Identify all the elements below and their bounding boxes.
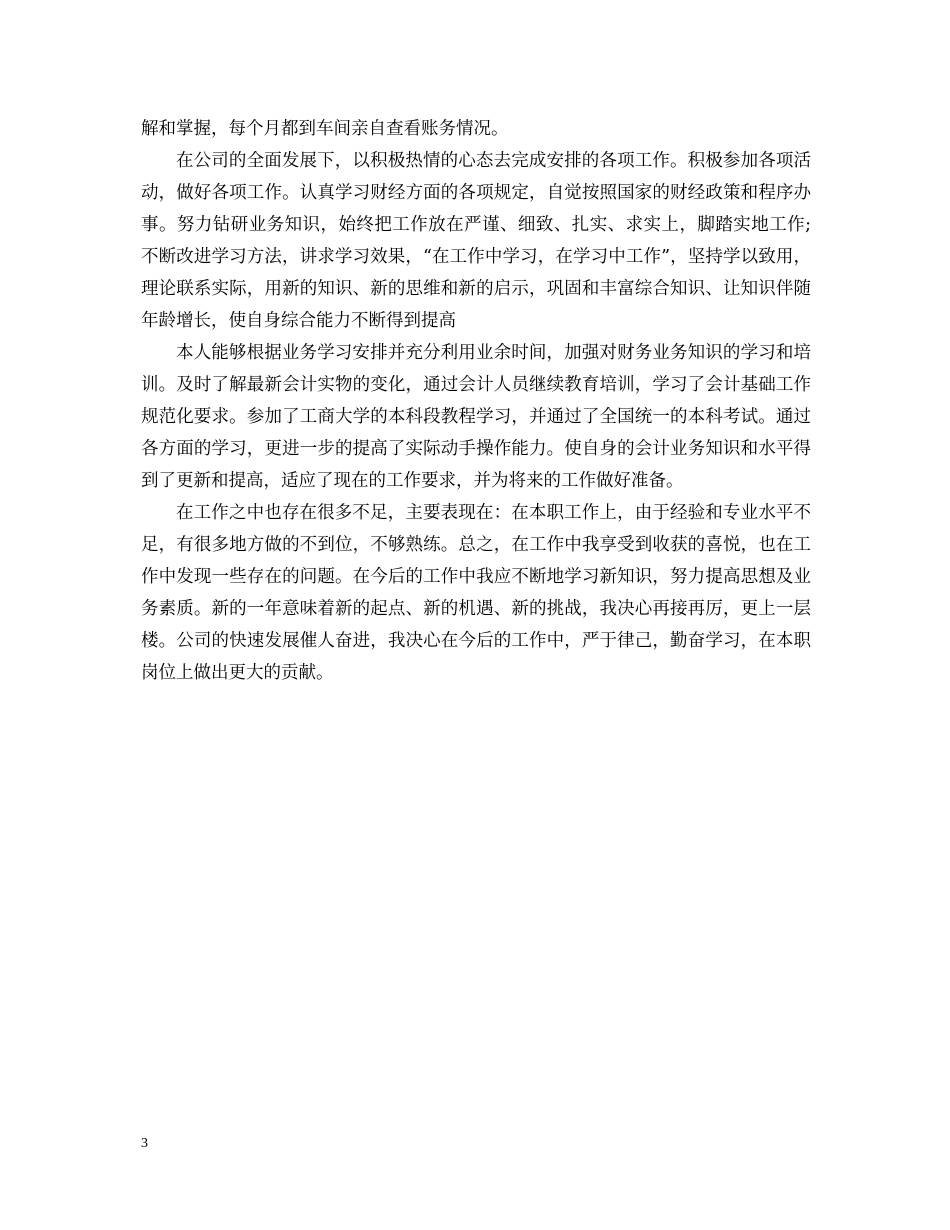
paragraph-1: 解和掌握，每个月都到车间亲自查看账务情况。 [141, 119, 509, 139]
page-number: 3 [141, 1136, 148, 1151]
document-body [141, 113, 811, 689]
paragraph-2: 在公司的全面发展下，以积极热情的心态去完成安排的各项工作。积极参加各项活动，做好各项工作。认真学习财经方面的各项规定，自觉按照国家的财经政策和程序办事。努力钻研业务知识，始终把工作放在严谨、细致、扎实、求实上，脚踏实地工作;不断改进学习方法，讲求学习效果，“在工作中学习，在学习中工作”，坚持学以致用，理论联系实际，用新的知识、新的思维和新的启示，巩固和丰富综合知识、让知识伴随年龄增长，使自身综合能力不断得到提高 [141, 151, 811, 331]
paragraph-4: 在工作之中也存在很多不足，主要表现在：在本职工作上，由于经验和专业水平不足，有很多地方做的不到位，不够熟练。总之，在工作中我享受到收获的喜悦，也在工作中发现一些存在的问题。在今后的工作中我应不断地学习新知识，努力提高思想及业务素质。新的一年意味着新的起点、新的机遇、新的挑战，我决心再接再厉，更上一层楼。公司的快速发展催人奋进，我决心在今后的工作中，严于律己，勤奋学习，在本职岗位上做出更大的贡献。 [141, 503, 811, 683]
paragraph-3: 本人能够根据业务学习安排并充分利用业余时间，加强对财务业务知识的学习和培训。及时了解最新会计实物的变化，通过会计人员继续教育培训，学习了会计基础工作规范化要求。参加了工商大学的本科段教程学习，并通过了全国统一的本科考试。通过各方面的学习，更进一步的提高了实际动手操作能力。使自身的会计业务知识和水平得到了更新和提高，适应了现在的工作要求，并为将来的工作做好准备。 [141, 343, 811, 491]
